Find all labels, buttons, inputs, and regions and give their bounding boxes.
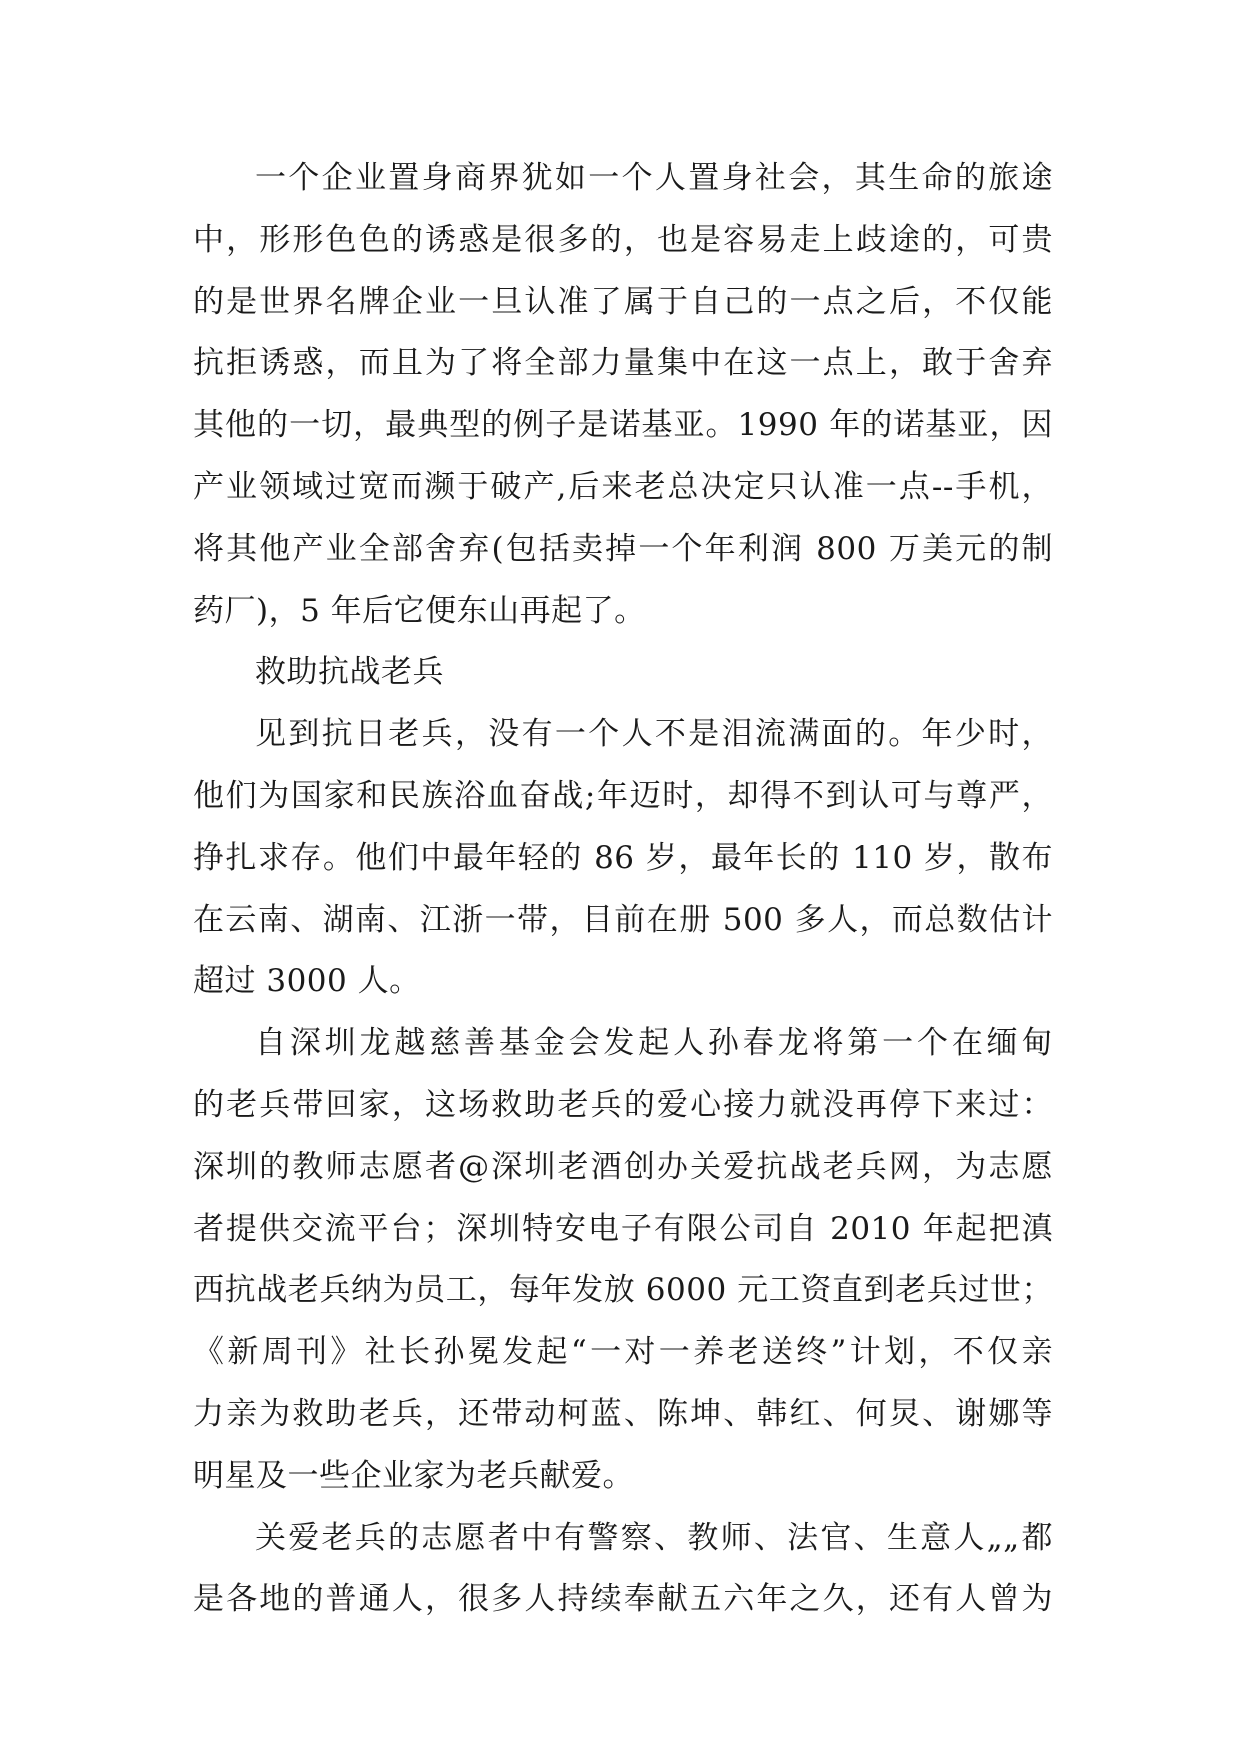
text-line: 超过 3000 人。 bbox=[193, 963, 421, 1000]
text-line: 药厂)，5 年后它便东山再起了。 bbox=[193, 592, 646, 629]
text-line: 将其他产业全部舍弃(包括卖掉一个年利润 800 万美元的制 bbox=[193, 530, 1053, 567]
text-line: 挣扎求存。他们中最年轻的 86 岁，最年长的 110 岁，散布 bbox=[193, 839, 1053, 876]
text-line: 力亲为救助老兵，还带动柯蓝、陈坤、韩红、何炅、谢娜等 bbox=[193, 1395, 1053, 1432]
text-line: 西抗战老兵纳为员工，每年发放 6000 元工资直到老兵过世； bbox=[193, 1272, 1053, 1309]
text-line: 在云南、湖南、江浙一带，目前在册 500 多人，而总数估计 bbox=[193, 901, 1053, 938]
text-line: 明星及一些企业家为老兵献爱。 bbox=[193, 1457, 634, 1494]
text-line: 的老兵带回家，这场救助老兵的爱心接力就没再停下来过： bbox=[193, 1086, 1053, 1123]
text-line: 《新周刊》社长孙冕发起“一对一养老送终”计划，不仅亲 bbox=[193, 1334, 1053, 1371]
document-body bbox=[193, 158, 1053, 1641]
section-heading: 救助抗战老兵 bbox=[255, 654, 444, 691]
text-line: 其他的一切，最典型的例子是诺基亚。1990 年的诺基亚，因 bbox=[193, 407, 1053, 444]
text-line: 一个企业置身商界犹如一个人置身社会，其生命的旅途 bbox=[255, 160, 1053, 196]
text-line: 是各地的普通人，很多人持续奉献五六年之久，还有人曾为 bbox=[193, 1581, 1053, 1618]
text-line: 他们为国家和民族浴血奋战;年迈时，却得不到认可与尊严， bbox=[193, 777, 1053, 814]
text-line: 者提供交流平台；深圳特安电子有限公司自 2010 年起把滇 bbox=[193, 1210, 1053, 1247]
text-line: 见到抗日老兵，没有一个人不是泪流满面的。年少时， bbox=[255, 716, 1053, 753]
text-line: 抗拒诱惑，而且为了将全部力量集中在这一点上，敢于舍弃 bbox=[193, 345, 1053, 382]
text-line: 产业领域过宽而濒于破产,后来老总决定只认准一点--手机， bbox=[193, 468, 1053, 505]
text-line: 深圳的教师志愿者@深圳老酒创办关爱抗战老兵网，为志愿 bbox=[193, 1148, 1053, 1185]
text-line: 中，形形色色的诱惑是很多的，也是容易走上歧途的，可贵 bbox=[193, 221, 1053, 258]
text-line: 自深圳龙越慈善基金会发起人孙春龙将第一个在缅甸 bbox=[255, 1025, 1053, 1062]
text-line: 关爱老兵的志愿者中有警察、教师、法官、生意人„„都 bbox=[255, 1519, 1053, 1556]
text-line: 的是世界名牌企业一旦认准了属于自己的一点之后，不仅能 bbox=[193, 283, 1053, 320]
